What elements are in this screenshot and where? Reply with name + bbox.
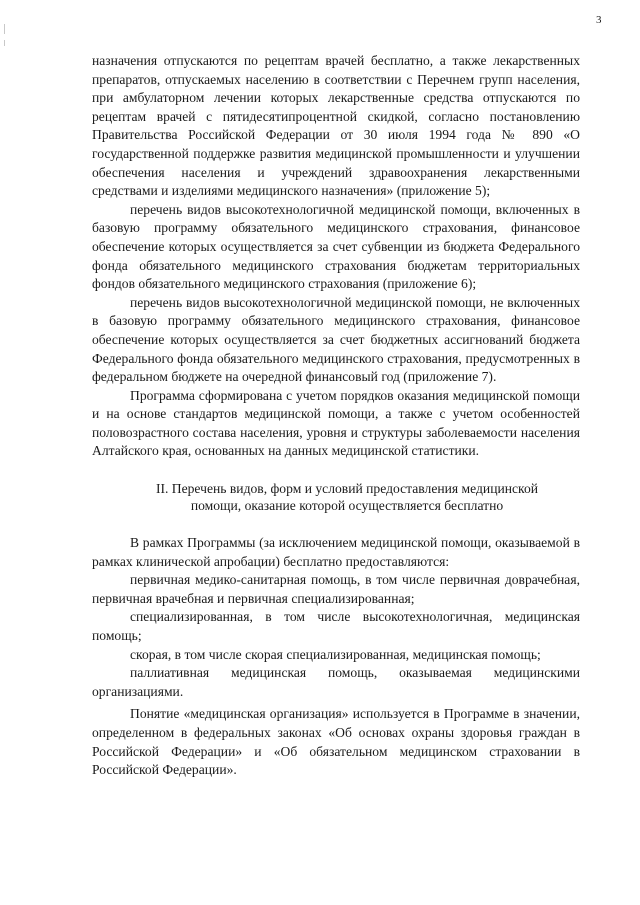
paragraph-list-item-appendix-6: перечень видов высокотехнологичной медицинской помощи, включенных в базовую программу обязательного медицинского страхования, финансовое обеспечение которых осуществляется за счет субвенции из бюджета Федерального фонда обязательного медицинского страхования бюджетам территориальных фондов обязательного медицинского страхования (приложение 6); — [92, 201, 580, 292]
page-number: 3 — [596, 14, 602, 26]
document-body — [92, 52, 580, 780]
scan-edge-mark — [4, 40, 5, 46]
paragraph-program-basis: Программа сформирована с учетом порядков оказания медицинской помощи и на основе стандартов медицинской помощи, а также с учетом особенностей половозрастного состава населения, уровня и структуры заболеваемости населения Алтайского края, основанных на данных медицинской статистики. — [92, 387, 580, 459]
list-item-specialized-care: специализированная, в том числе высокотехнологичная, медицинская помощь; — [92, 609, 580, 644]
scan-edge-mark — [4, 24, 5, 34]
list-item-emergency-care: скорая, в том числе скорая специализированная, медицинская помощь; — [130, 646, 541, 662]
list-item-primary-care: первичная медико-санитарная помощь, в том числе первичная доврачебная, первичная врачебная и первичная специализированная; — [92, 572, 580, 606]
paragraph-list-item-appendix-7: перечень видов высокотехнологичной медицинской помощи, не включенных в базовую программу обязательного медицинского страхования, финансовое обеспечение которых осуществляется за счет бюджетных ассигнований бюджета Федерального фонда обязательного медицинского страхования, предусмотренных в федеральном бюджете на очередной финансовый год (приложение 7). — [92, 294, 580, 385]
list-item-palliative-care: паллиативная медицинская помощь, оказываемая медицинскими организациями. — [92, 665, 580, 699]
paragraph-provided-free: В рамках Программы (за исключением медицинской помощи, оказываемой в рамках клинической апробации) бесплатно предоставляются: — [92, 535, 580, 569]
section-heading: II. Перечень видов, форм и условий предоставления медицинской помощи, оказание которой осуществляется бесплатно — [155, 481, 539, 513]
paragraph-continuation: назначения отпускаются по рецептам врачей бесплатно, а также лекарственных препаратов, отпускаемых населению в соответствии с Перечнем групп населения, при амбулаторном лечении которых лекарственные средства отпускаются по рецептам врачей с пятидесятипроцентной скидкой, согласно постановлению Правительства Российской Федерации от 30 июля 1994 года № 890 «О государственной поддержке развития медицинской промышленности и улучшении обеспечения населения и учреждений здравоохранения лекарственными средствами и изделиями медицинского назначения» (приложение 5); — [92, 53, 580, 199]
paragraph-medical-organization-definition: Понятие «медицинская организация» используется в Программе в значении, определенном в федеральных законах «Об основах охраны здоровья граждан в Российской Федерации» и «Об обязательном медицинском страховании в Российской Федерации». — [92, 706, 580, 778]
